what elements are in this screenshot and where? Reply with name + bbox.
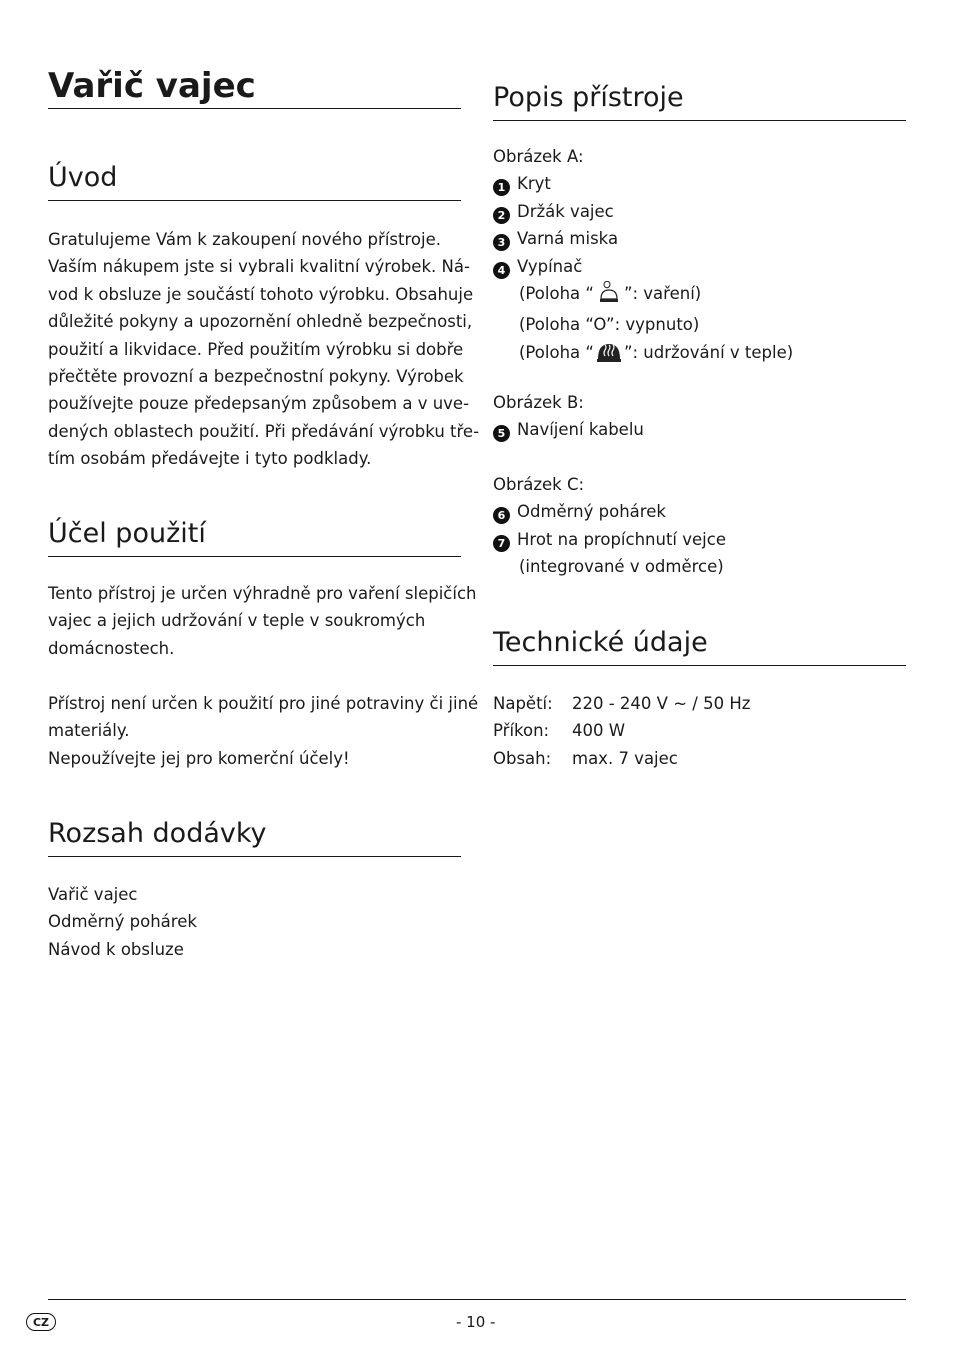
switch-position-keep-warm [493, 339, 793, 370]
page-title: Vařič vajec [48, 66, 256, 106]
list-item [493, 253, 793, 280]
item-text: Držák vajec [517, 201, 614, 221]
position-prefix: (Poloha “O”: vypnuto) [519, 315, 700, 335]
ucel-line: materiály. [48, 721, 130, 741]
number-badge: 3 [493, 234, 510, 251]
heading-ucel: Účel použití [48, 518, 206, 549]
heading-uvod: Úvod [48, 162, 118, 193]
language-badge: CZ [26, 1313, 56, 1331]
title-rule [48, 108, 461, 109]
ucel-line: vajec a jejich udržování v teple v soukromých [48, 611, 426, 631]
heading-rozsah: Rozsah dodávky [48, 818, 267, 849]
uvod-line: Gratulujeme Vám k zakoupení nového přístroje. [48, 230, 441, 249]
ucel-line: domácnostech. [48, 638, 175, 658]
item-text: Odměrný pohárek [517, 502, 666, 522]
ucel-rule [48, 556, 461, 557]
table-row [493, 690, 750, 717]
egg-cup-icon [594, 281, 624, 311]
uvod-line: důležité pokyny a upozornění ohledně bezpečnosti, [48, 312, 473, 332]
item-text: Varná miska [517, 229, 619, 249]
figure-c-label: Obrázek C: [493, 475, 585, 494]
uvod-line: tím osobám předávejte i tyto podklady. [48, 449, 372, 469]
item-text: Vypínač [517, 256, 583, 276]
ucel-line: Tento přístroj je určen výhradně pro vaření slepičích [48, 584, 477, 603]
popis-block [493, 143, 793, 370]
ucel-paragraph-1 [48, 580, 476, 662]
tech-label: Napětí: [493, 694, 553, 713]
footer-rule [48, 1299, 906, 1300]
ucel-line: Přístroj není určen k použití pro jiné potraviny či jiné [48, 694, 479, 713]
heading-tech: Technické údaje [493, 627, 708, 658]
number-badge: 4 [493, 262, 510, 279]
tech-value: 400 W [572, 721, 626, 741]
position-suffix: ”: udržování v teple) [623, 342, 794, 362]
tech-label: Příkon: [493, 721, 550, 741]
rozsah-list [48, 881, 197, 963]
list-item: Odměrný pohárek [48, 912, 197, 932]
item-continuation: (integrované v odměrce) [519, 557, 724, 577]
page-number: - 10 - [456, 1313, 496, 1331]
tech-rule [493, 665, 906, 666]
heading-popis: Popis přístroje [493, 82, 684, 113]
list-item [493, 416, 644, 443]
tech-value: 220 - 240 V ~ / 50 Hz [572, 694, 751, 713]
list-item [493, 198, 793, 225]
uvod-line: Vaším nákupem jste si vybrali kvalitní výrobek. Ná- [48, 257, 470, 277]
number-badge: 2 [493, 207, 510, 224]
item-text: Kryt [517, 174, 551, 194]
tech-label: Obsah: [493, 748, 552, 768]
keep-warm-icon [594, 340, 624, 370]
position-prefix: (Poloha “ [519, 342, 594, 362]
uvod-line: vod k obsluze je součástí tohoto výrobku. Obsahuje [48, 284, 474, 304]
number-badge: 5 [493, 425, 510, 442]
ucel-line: Nepoužívejte jej pro komerční účely! [48, 748, 350, 768]
uvod-line: používejte pouze předepsaným způsobem a v uve- [48, 394, 470, 414]
uvod-rule [48, 200, 461, 201]
table-row [493, 745, 750, 772]
figure-a-label: Obrázek A: [493, 147, 584, 166]
number-badge: 1 [493, 179, 510, 196]
figure-b-block [493, 389, 644, 444]
position-prefix: (Poloha “ [519, 284, 594, 304]
number-badge: 6 [493, 507, 510, 524]
uvod-line: dených oblastech použití. Při předávání výrobku tře- [48, 421, 480, 441]
position-suffix: ”: vaření) [623, 284, 702, 304]
tech-table [493, 690, 750, 772]
popis-rule [493, 120, 906, 121]
ucel-paragraph-2 [48, 690, 478, 772]
figure-b-label: Obrázek B: [493, 393, 584, 412]
item-text: Hrot na propíchnutí vejce [517, 529, 726, 549]
uvod-line: použití a likvidace. Před použitím výrobku si dobře [48, 339, 464, 359]
switch-position-cooking [493, 280, 793, 311]
number-badge: 7 [493, 535, 510, 552]
list-item [493, 225, 793, 252]
rozsah-rule [48, 856, 461, 857]
list-item: Návod k obsluze [48, 939, 184, 959]
tech-value: max. 7 vajec [572, 748, 678, 768]
list-item: Vařič vajec [48, 885, 138, 904]
item-text: Navíjení kabelu [517, 420, 644, 440]
list-item [493, 170, 793, 197]
uvod-paragraph [48, 226, 479, 473]
switch-position-off [493, 311, 793, 338]
uvod-line: přečtěte provozní a bezpečnostní pokyny. Výrobek [48, 367, 464, 387]
list-item [493, 498, 726, 525]
figure-c-block [493, 471, 726, 581]
table-row [493, 717, 750, 744]
list-item [493, 526, 726, 553]
